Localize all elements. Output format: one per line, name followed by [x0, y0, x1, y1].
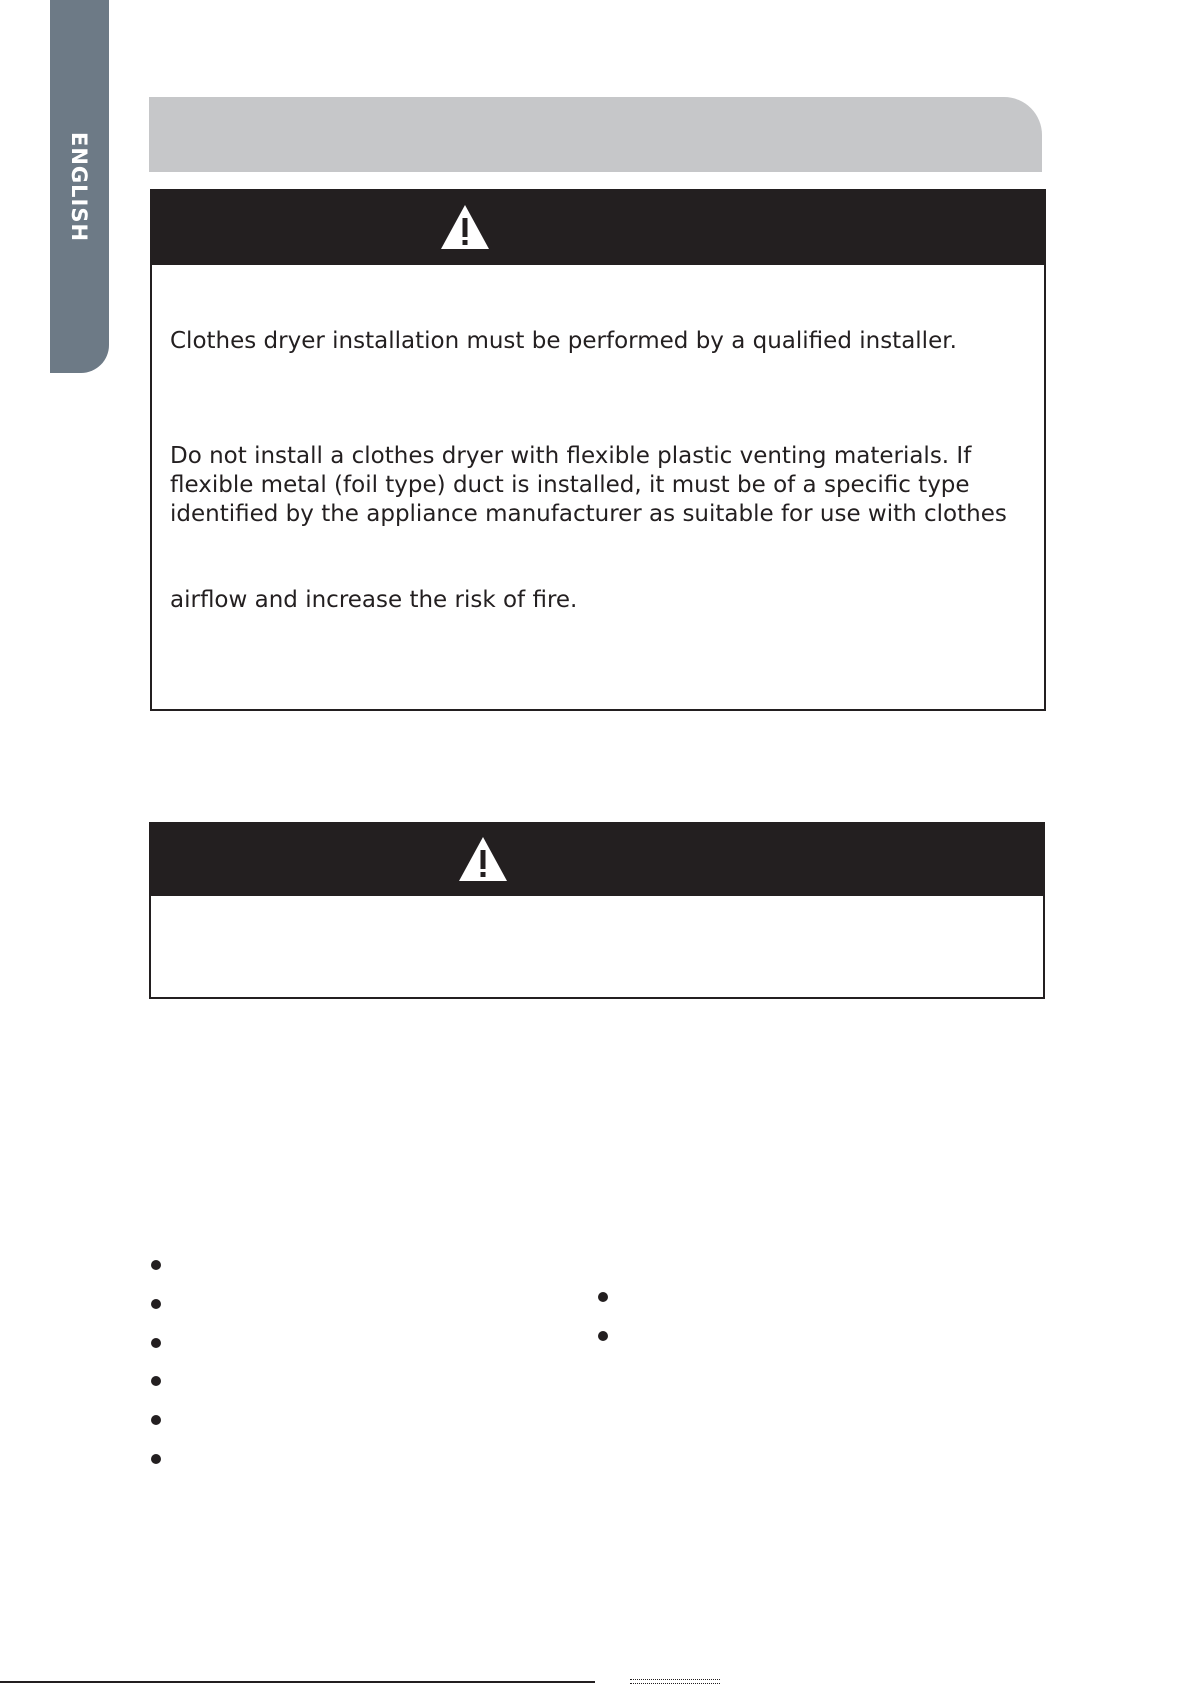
bullet-point: [151, 1415, 161, 1425]
warning-text-qualified-installer: Clothes dryer installation must be performed by a qualified installer.: [170, 328, 957, 354]
warning-triangle-icon: [439, 203, 491, 251]
warning-text-line: flexible metal (foil type) duct is installed, it must be of a specific type: [170, 472, 970, 498]
bullet-point: [151, 1260, 161, 1270]
warning-header: [152, 191, 1044, 265]
section-header-bar: [149, 97, 1042, 172]
footer-marks: [630, 1679, 720, 1684]
warning-box-installation: [150, 189, 1046, 711]
warning-text-fire-risk: airflow and increase the risk of fire.: [170, 587, 578, 613]
bullet-point: [151, 1338, 161, 1348]
bullet-point: [151, 1376, 161, 1386]
warning-text-line: Do not install a clothes dryer with flexible plastic venting materials. If: [170, 443, 972, 469]
warning-box-secondary: [149, 822, 1045, 999]
bullet-point: [151, 1454, 161, 1464]
bullet-point: [598, 1331, 608, 1341]
warning-triangle-icon: [457, 835, 509, 883]
warning-header: [151, 824, 1043, 896]
bullet-point: [151, 1299, 161, 1309]
warning-text-venting-materials: [170, 442, 1007, 529]
warning-text-line: identified by the appliance manufacturer as suitable for use with clothes: [170, 501, 1007, 527]
language-tab-label: ENGLISH: [67, 131, 91, 243]
footer-rule: [0, 1681, 595, 1683]
bullet-point: [598, 1292, 608, 1302]
